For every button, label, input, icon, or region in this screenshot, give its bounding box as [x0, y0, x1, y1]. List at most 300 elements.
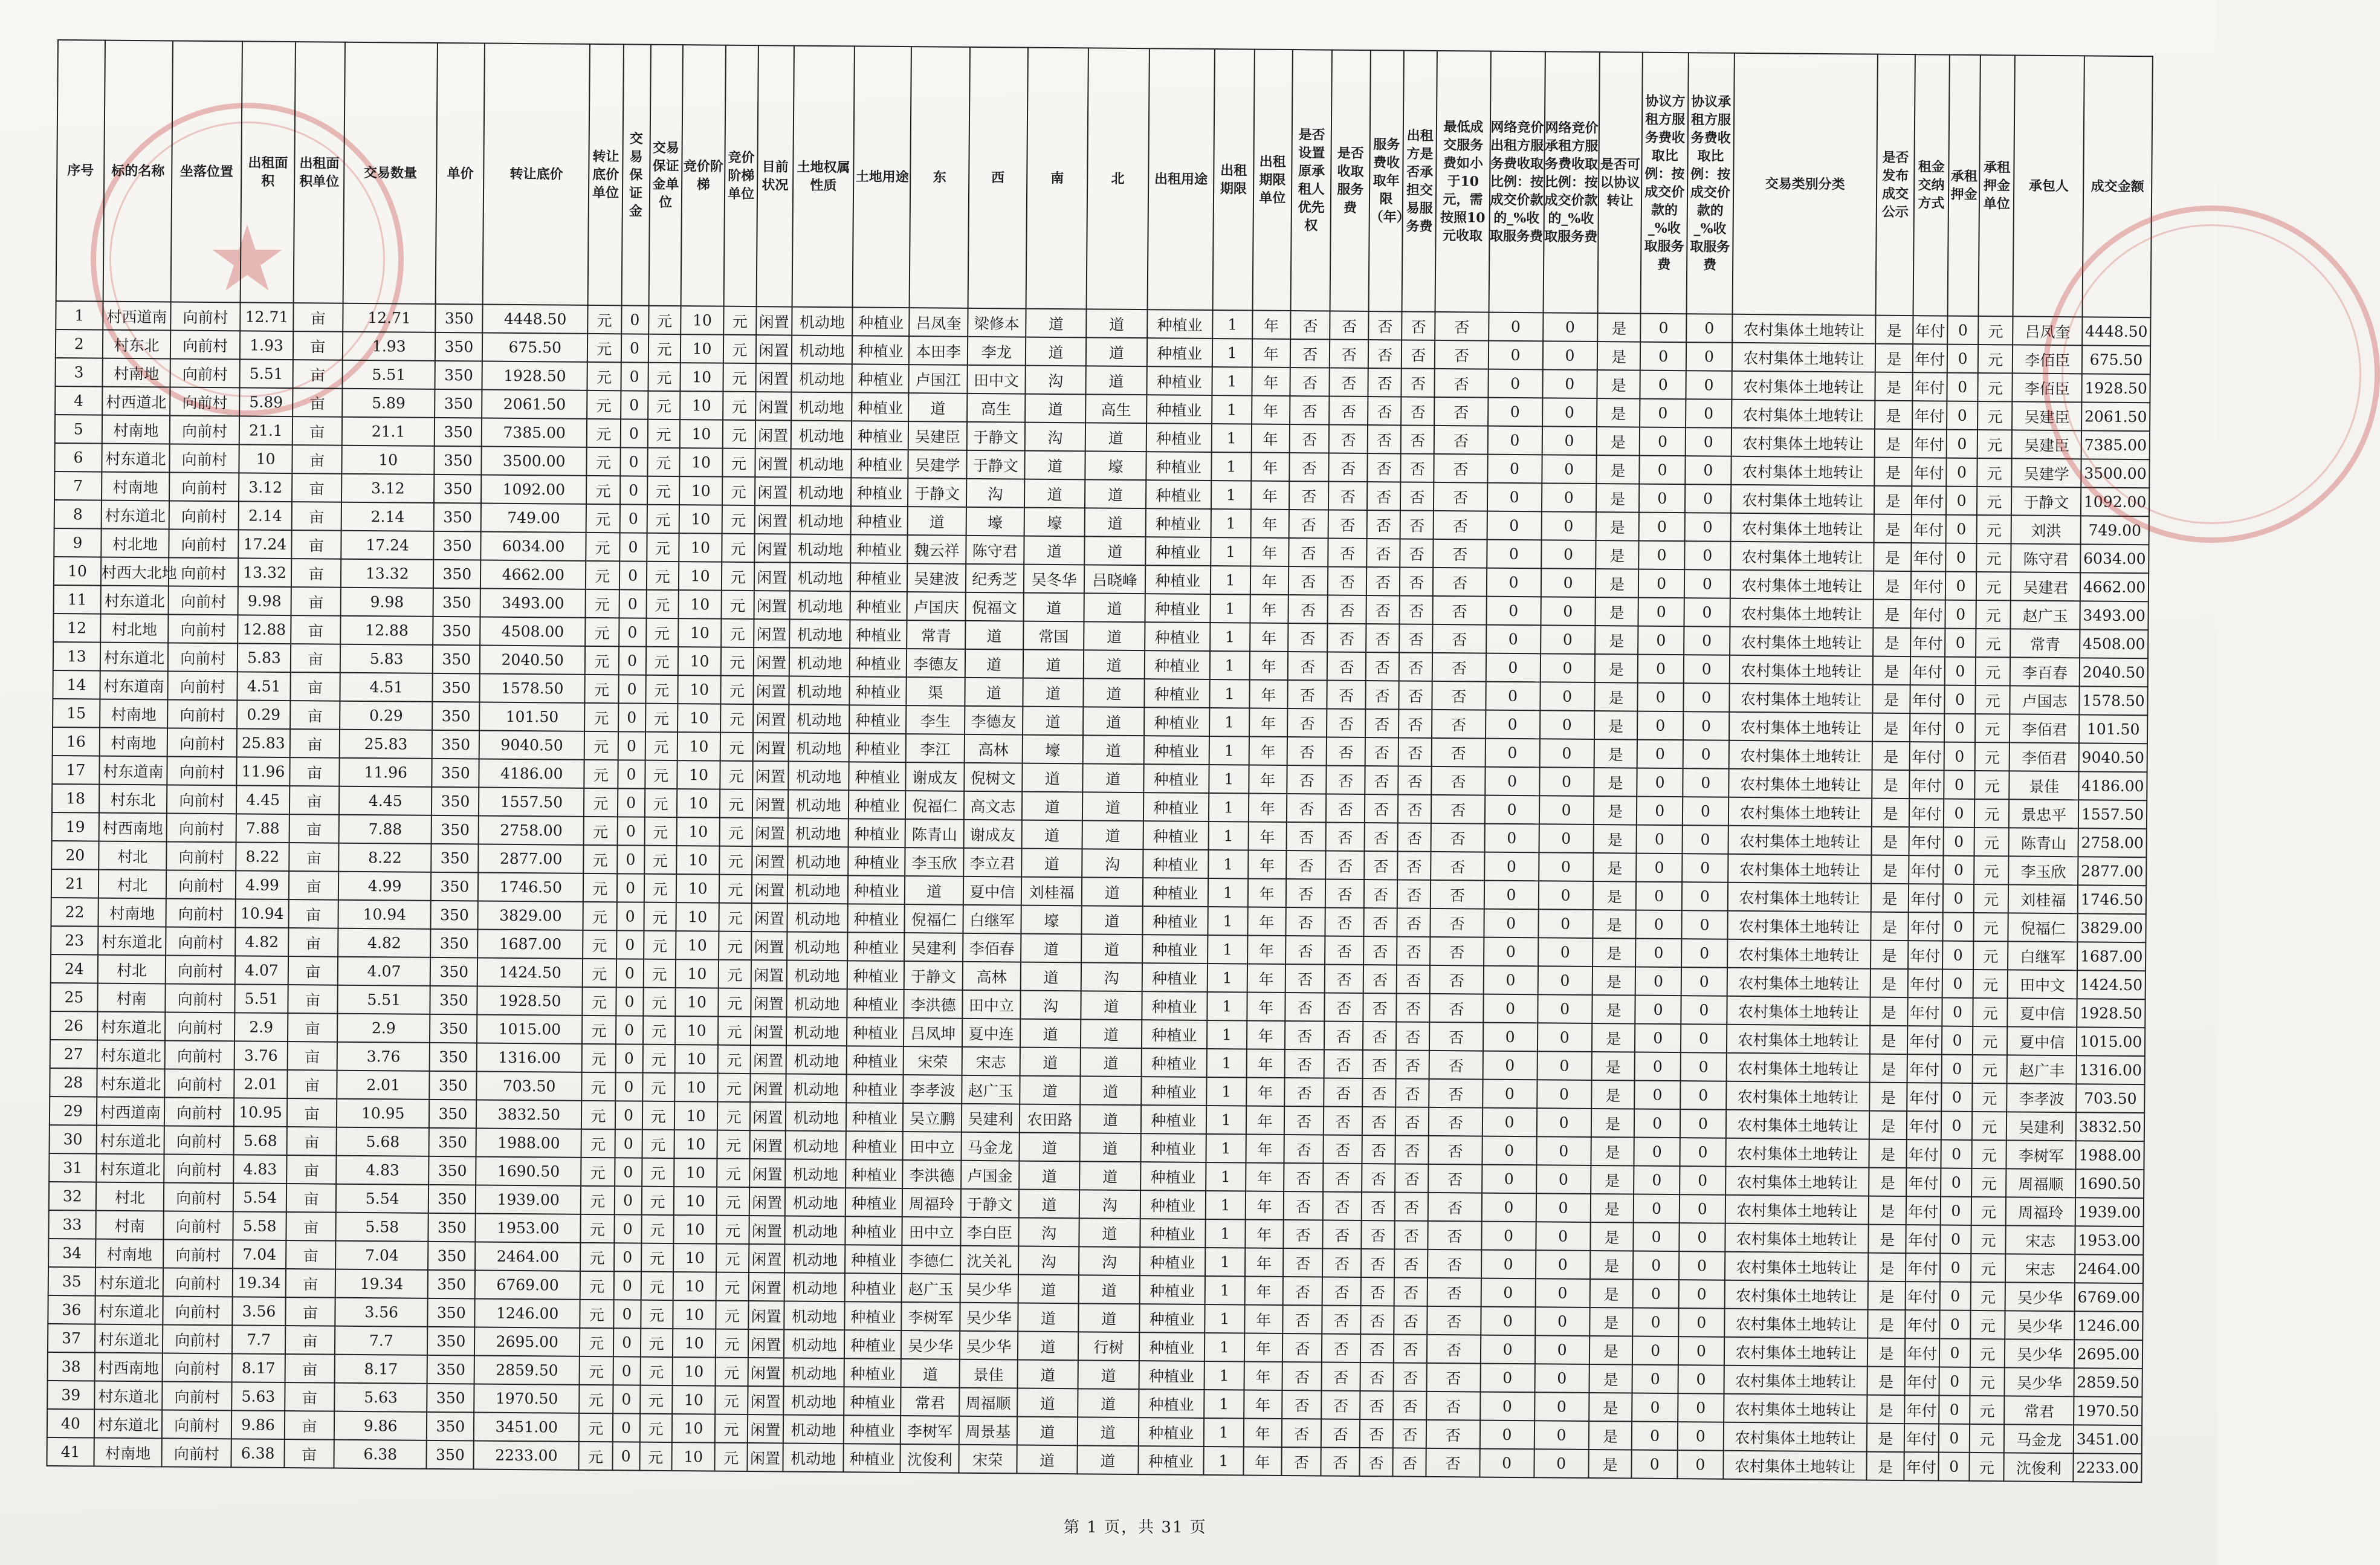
table-cell: 0: [1538, 938, 1593, 967]
table-cell: 1: [1212, 367, 1252, 396]
table-cell: 否: [1285, 993, 1325, 1022]
table-cell: 否: [1431, 937, 1484, 966]
table-cell: 5.54: [336, 1184, 429, 1213]
table-cell: 元: [717, 1130, 750, 1159]
table-cell: 是: [1870, 1054, 1907, 1083]
table-cell: 9: [54, 528, 101, 557]
table-cell: 5.68: [234, 1126, 287, 1155]
table-cell: 道: [1019, 1133, 1080, 1162]
table-cell: 亩: [291, 559, 341, 588]
table-cell: 吴建利: [962, 1104, 1020, 1133]
table-cell: 5.83: [238, 643, 291, 672]
table-cell: 350: [428, 1185, 476, 1214]
table-cell: 是: [1593, 853, 1637, 882]
table-cell: 5.58: [335, 1213, 428, 1242]
table-cell: 否: [1329, 453, 1368, 482]
table-cell: 李佰君: [2010, 742, 2079, 771]
table-cell: 否: [1328, 595, 1366, 624]
table-cell: 农村集体土地转让: [1725, 1167, 1869, 1196]
column-header: 协议承租方服务费收取比例：按成交价款的_%收取服务费: [1687, 53, 1735, 314]
table-cell: 宋志: [962, 1047, 1020, 1076]
table-cell: 李龙: [968, 337, 1026, 366]
table-cell: 年: [1244, 1276, 1283, 1304]
table-cell: 元: [644, 789, 677, 817]
table-cell: 向前村: [167, 813, 236, 842]
table-cell: 350: [427, 1440, 474, 1469]
table-cell: 元: [1973, 941, 2008, 970]
table-cell: 年付: [1907, 1054, 1942, 1083]
table-cell: 本田李: [909, 336, 968, 365]
table-cell: 0: [1542, 341, 1597, 370]
table-cell: 李树军: [902, 1302, 960, 1331]
table-cell: 0: [1634, 1223, 1680, 1252]
table-cell: 否: [1283, 1248, 1323, 1277]
table-cell: 5.83: [340, 644, 433, 673]
table-cell: 年付: [1906, 1225, 1941, 1253]
table-cell: 10: [54, 557, 101, 586]
table-cell: 种植业: [852, 392, 909, 421]
table-cell: 350: [432, 815, 479, 844]
table-cell: 机动地: [788, 762, 849, 791]
table-cell: 周福玲: [2006, 1197, 2075, 1226]
table-cell: 机动地: [789, 591, 850, 620]
table-cell: 向前村: [163, 1268, 233, 1297]
table-cell: 元: [1971, 1254, 2006, 1282]
table-cell: 否: [1321, 1419, 1360, 1447]
table-cell: 元: [581, 1072, 615, 1101]
table-cell: 元: [718, 1017, 751, 1045]
table-cell: 26: [50, 1011, 97, 1040]
table-cell: 是: [1594, 796, 1637, 825]
table-cell: 7.04: [335, 1241, 428, 1270]
table-cell: 元: [722, 591, 754, 619]
table-cell: 350: [429, 1100, 476, 1129]
table-cell: 元: [723, 392, 755, 420]
table-cell: 9040.50: [2079, 743, 2147, 772]
table-cell: 1: [1211, 537, 1250, 566]
table-cell: 高林: [964, 734, 1023, 763]
table-cell: 元: [581, 1129, 615, 1158]
table-cell: 机动地: [786, 1046, 847, 1075]
table-cell: 元: [1973, 970, 2008, 998]
table-cell: 农村集体土地转让: [1726, 1081, 1870, 1111]
table-cell: 19.34: [335, 1269, 428, 1298]
table-cell: 0: [1638, 683, 1684, 712]
table-cell: 38: [48, 1352, 95, 1381]
table-cell: 350: [431, 872, 478, 901]
table-cell: 卢国庆: [907, 592, 966, 621]
column-header: 承租押金: [1947, 55, 1981, 316]
table-cell: 9.98: [340, 588, 433, 617]
table-cell: 4.82: [338, 928, 431, 957]
table-cell: 0: [1678, 1422, 1724, 1451]
table-cell: 0: [1683, 797, 1728, 826]
table-cell: 10: [674, 1101, 718, 1130]
table-cell: 是: [1872, 827, 1909, 855]
table-header-row: [56, 40, 2153, 317]
table-cell: 否: [1431, 852, 1484, 881]
table-cell: 村北: [99, 870, 167, 899]
table-cell: 闲置: [748, 1386, 784, 1414]
table-cell: 年付: [1904, 1452, 1939, 1480]
table-cell: 0: [1940, 1225, 1971, 1254]
table-cell: 0: [612, 1413, 639, 1442]
table-cell: 0: [1681, 1052, 1727, 1081]
table-cell: 道: [905, 876, 963, 905]
table-cell: 闲置: [754, 619, 790, 647]
table-cell: 否: [1395, 1135, 1429, 1164]
table-cell: 0: [1684, 569, 1730, 598]
table-cell: 350: [435, 446, 482, 475]
table-cell: 元: [1971, 1197, 2007, 1225]
table-cell: 否: [1398, 823, 1432, 851]
table-cell: 元: [722, 477, 755, 505]
table-cell: 闲置: [755, 363, 792, 392]
table-cell: 11.96: [339, 758, 432, 787]
table-cell: 是: [1591, 1137, 1634, 1166]
table-cell: 是: [1871, 941, 1908, 969]
table-cell: 12.88: [238, 615, 291, 644]
table-cell: 0: [1535, 1307, 1589, 1336]
table-cell: 农村集体土地转让: [1728, 826, 1872, 855]
table-cell: 2464.00: [2075, 1254, 2143, 1283]
table-cell: 否: [1324, 1107, 1362, 1135]
table-cell: 道: [909, 393, 968, 422]
table-cell: 年付: [1909, 799, 1944, 827]
table-cell: 卢国江: [909, 365, 968, 394]
table-cell: 否: [1324, 1135, 1362, 1164]
table-cell: 道: [965, 621, 1024, 650]
table-cell: 1746.50: [478, 873, 583, 902]
table-cell: 村东道北: [101, 501, 169, 530]
table-cell: 0: [1640, 399, 1686, 428]
table-cell: 向前村: [167, 785, 236, 814]
table-cell: 0: [1542, 426, 1596, 455]
table-cell: 周福玲: [902, 1188, 961, 1217]
table-cell: 否: [1432, 681, 1486, 710]
table-cell: 元: [647, 448, 680, 476]
table-cell: 元: [1977, 487, 2012, 515]
table-cell: 亩: [285, 1326, 335, 1355]
table-cell: 0: [1680, 1194, 1725, 1223]
table-cell: 0: [1634, 1166, 1680, 1195]
table-cell: 元: [644, 874, 676, 902]
table-cell: 0: [1487, 511, 1541, 540]
table-cell: 0: [613, 1356, 640, 1385]
table-cell: 4.07: [235, 956, 288, 985]
table-cell: 否: [1366, 539, 1400, 567]
table-cell: 向前村: [168, 671, 238, 700]
table-cell: 道: [1083, 735, 1144, 764]
table-cell: 1316.00: [2077, 1055, 2145, 1084]
table-cell: 元: [644, 817, 677, 846]
table-cell: 0: [615, 1016, 642, 1044]
table-cell: 元: [586, 504, 620, 533]
table-cell: 元: [1978, 345, 2013, 373]
table-cell: 道: [1081, 991, 1142, 1020]
table-cell: 10: [674, 1130, 717, 1159]
table-cell: 李德仁: [902, 1245, 960, 1274]
table-cell: 李佰臣: [2013, 373, 2082, 402]
table-cell: 1939.00: [2075, 1197, 2144, 1226]
table-cell: 机动地: [784, 1358, 845, 1387]
table-cell: 10: [675, 1016, 719, 1045]
table-cell: 亩: [291, 587, 341, 616]
table-cell: 0: [1632, 1365, 1678, 1394]
table-cell: 否: [1428, 1193, 1481, 1222]
table-cell: 4.83: [233, 1155, 286, 1184]
table-cell: 沟: [1025, 423, 1086, 452]
table-cell: 年: [1249, 737, 1287, 765]
column-header: 出租期限单位: [1252, 50, 1293, 311]
table-cell: 0: [1633, 1308, 1679, 1337]
table-cell: 0: [1632, 1393, 1678, 1422]
table-cell: 种植业: [846, 1103, 904, 1132]
table-cell: 0: [1486, 625, 1541, 654]
table-cell: 1988.00: [476, 1128, 581, 1157]
table-cell: 村西道北: [102, 387, 170, 416]
table-cell: 向前村: [171, 302, 241, 331]
table-cell: 种植业: [1139, 1332, 1205, 1361]
table-cell: 年付: [1909, 855, 1944, 884]
table-cell: 农村集体土地转让: [1731, 428, 1875, 458]
table-cell: 10: [677, 704, 721, 733]
table-cell: 种植业: [845, 1245, 902, 1274]
table-cell: 0: [1540, 653, 1594, 682]
table-cell: 农村集体土地转让: [1730, 542, 1874, 571]
table-cell: 年: [1244, 1333, 1282, 1361]
table-cell: 道: [1019, 1190, 1080, 1219]
table-cell: 元: [643, 988, 676, 1016]
table-cell: 元: [716, 1301, 749, 1329]
table-cell: 年付: [1913, 316, 1948, 344]
table-cell: 否: [1367, 510, 1401, 539]
table-cell: 元: [1974, 771, 2010, 799]
table-cell: 否: [1360, 1334, 1394, 1362]
table-cell: 吴建学: [2012, 458, 2081, 487]
table-cell: 向前村: [164, 1211, 233, 1240]
table-cell: 向前村: [163, 1353, 232, 1382]
table-cell: 0: [1942, 998, 1973, 1026]
table-cell: 10: [679, 505, 722, 534]
table-cell: 元: [722, 534, 755, 562]
table-cell: 0: [1634, 1138, 1680, 1167]
table-cell: 10: [679, 420, 723, 449]
table-cell: 于静文: [966, 422, 1025, 451]
table-cell: 机动地: [785, 1159, 846, 1188]
table-cell: 10: [672, 1414, 716, 1443]
table-cell: 是: [1596, 540, 1639, 569]
table-cell: 元: [643, 1016, 676, 1045]
table-cell: 0: [1538, 909, 1593, 938]
table-cell: 吴建臣: [2012, 430, 2081, 459]
table-cell: 元: [582, 1016, 616, 1044]
table-cell: 否: [1434, 426, 1487, 455]
table-cell: 否: [1429, 1136, 1482, 1165]
table-cell: 是: [1592, 1023, 1635, 1052]
table-cell: 5.89: [342, 389, 435, 418]
table-cell: 否: [1401, 425, 1435, 453]
table-cell: 年: [1245, 1191, 1284, 1219]
table-cell: 否: [1324, 1050, 1363, 1078]
table-cell: 7385.00: [482, 418, 587, 447]
table-cell: 0: [1640, 342, 1686, 371]
table-cell: 0: [1686, 342, 1732, 371]
table-cell: 闲置: [750, 1074, 786, 1102]
table-cell: 道: [1022, 763, 1083, 792]
table-cell: 5.63: [231, 1382, 285, 1411]
table-cell: 元: [579, 1385, 613, 1413]
table-cell: 于静文: [966, 450, 1025, 479]
column-header: 交易保证金: [621, 44, 650, 305]
table-cell: 2695.00: [474, 1327, 580, 1356]
table-cell: 年: [1247, 936, 1286, 964]
table-cell: 农村集体土地转让: [1727, 939, 1871, 969]
table-cell: 李生: [906, 705, 965, 734]
table-cell: 元: [719, 903, 752, 932]
table-cell: 2877.00: [2078, 857, 2146, 886]
table-cell: 道: [1086, 337, 1147, 366]
table-cell: 0: [1636, 910, 1682, 939]
table-cell: 0: [1637, 740, 1683, 769]
table-cell: 否: [1325, 880, 1364, 908]
table-cell: 10: [680, 363, 723, 392]
table-cell: 元: [720, 818, 752, 846]
table-cell: 亩: [290, 729, 340, 758]
table-cell: 夏中连: [962, 1019, 1021, 1048]
table-cell: 2.14: [239, 501, 292, 530]
table-cell: 向前村: [169, 501, 239, 530]
table-cell: 10: [676, 902, 719, 932]
table-cell: 向前村: [169, 557, 238, 586]
table-cell: 否: [1429, 1107, 1482, 1136]
table-cell: 农村集体土地转让: [1730, 598, 1874, 628]
table-cell: 常青: [907, 620, 966, 649]
table-cell: 17.24: [341, 531, 434, 560]
table-cell: 闲置: [754, 562, 790, 591]
table-cell: 0: [1635, 996, 1681, 1025]
table-cell: 否: [1394, 1334, 1428, 1362]
table-cell: 否: [1400, 482, 1434, 510]
table-cell: 种植业: [849, 705, 907, 734]
table-cell: 农村集体土地转让: [1732, 343, 1876, 372]
table-cell: 1: [1206, 1077, 1246, 1106]
table-cell: 机动地: [788, 790, 849, 819]
table-cell: 否: [1366, 624, 1400, 652]
table-cell: 元: [641, 1272, 673, 1300]
table-cell: 0: [1637, 797, 1683, 826]
table-cell: 1928.50: [2081, 374, 2150, 403]
table-cell: 0: [1633, 1251, 1679, 1280]
table-cell: 元: [580, 1328, 613, 1356]
table-cell: 年: [1245, 1248, 1284, 1276]
table-cell: 元: [646, 618, 679, 647]
table-cell: 元: [580, 1271, 614, 1300]
table-cell: 18: [52, 784, 99, 813]
table-cell: 道: [1085, 508, 1146, 537]
table-cell: 否: [1362, 1107, 1396, 1135]
table-cell: 1: [1207, 1020, 1247, 1049]
table-cell: 1687.00: [2077, 942, 2146, 971]
table-cell: 年付: [1910, 685, 1945, 713]
table-cell: 闲置: [752, 818, 788, 846]
table-cell: 吴建利: [905, 933, 963, 962]
table-cell: 机动地: [787, 932, 848, 961]
table-cell: 否: [1399, 709, 1432, 737]
table-cell: 否: [1328, 624, 1366, 652]
table-cell: 0: [1640, 314, 1686, 343]
table-cell: 2464.00: [475, 1242, 580, 1271]
table-cell: 村东道北: [95, 1268, 163, 1297]
table-cell: 10: [678, 618, 722, 647]
table-cell: 闲置: [755, 420, 791, 449]
table-cell: 李洪德: [903, 1160, 962, 1189]
table-cell: 0: [1946, 515, 1977, 543]
table-cell: 村东道北: [96, 1126, 164, 1155]
table-cell: 0: [1638, 541, 1684, 570]
table-cell: 0: [1541, 568, 1595, 597]
table-cell: 否: [1435, 312, 1489, 341]
table-cell: 道: [1081, 1048, 1142, 1077]
table-cell: 闲置: [754, 505, 791, 534]
table-cell: 否: [1286, 879, 1326, 908]
table-cell: 4.45: [339, 786, 432, 815]
table-cell: 0: [1534, 1335, 1589, 1364]
table-cell: 道: [1082, 906, 1143, 935]
table-cell: 道: [1022, 792, 1083, 821]
table-cell: 李德友: [965, 706, 1023, 735]
table-cell: 元: [648, 363, 681, 391]
table-cell: 常君: [901, 1387, 960, 1416]
table-cell: 0: [1944, 771, 1975, 799]
table-cell: 350: [428, 1270, 475, 1299]
table-cell: 否: [1399, 652, 1433, 681]
table-cell: 农村集体土地转让: [1732, 371, 1875, 401]
table-cell: 是: [1597, 313, 1641, 342]
table-cell: 元: [641, 1215, 674, 1243]
table-cell: 农村集体土地转让: [1728, 769, 1872, 799]
table-cell: 亩: [289, 757, 339, 786]
table-cell: 0: [1539, 824, 1593, 853]
table-cell: 0: [617, 817, 644, 845]
table-cell: 闲置: [748, 1272, 784, 1301]
table-cell: 否: [1289, 453, 1329, 482]
table-cell: 沟: [1018, 1246, 1079, 1275]
table-cell: 种植业: [1140, 1219, 1206, 1248]
table-cell: 0: [1637, 825, 1683, 854]
table-cell: 否: [1431, 909, 1484, 938]
table-cell: 道: [1026, 337, 1087, 366]
table-cell: 否: [1282, 1333, 1322, 1362]
table-cell: 10.94: [235, 899, 288, 928]
table-cell: 是: [1871, 969, 1908, 997]
table-cell: 农村集体土地转让: [1727, 911, 1871, 941]
table-cell: 农村集体土地转让: [1731, 485, 1875, 514]
table-cell: 0: [616, 987, 643, 1016]
table-cell: 闲置: [751, 960, 787, 988]
table-cell: 道: [1081, 934, 1142, 963]
table-cell: 0: [1541, 625, 1595, 654]
table-cell: 否: [1290, 339, 1330, 368]
table-cell: 刘桂福: [1021, 877, 1082, 906]
table-cell: 0: [1537, 1080, 1591, 1109]
table-cell: 机动地: [792, 335, 853, 365]
table-cell: 村东道北: [96, 1154, 164, 1183]
table-cell: 0: [1640, 427, 1686, 456]
land-transfer-table: [46, 39, 2153, 1483]
table-cell: 沟: [966, 479, 1025, 508]
table-cell: 否: [1364, 823, 1398, 851]
